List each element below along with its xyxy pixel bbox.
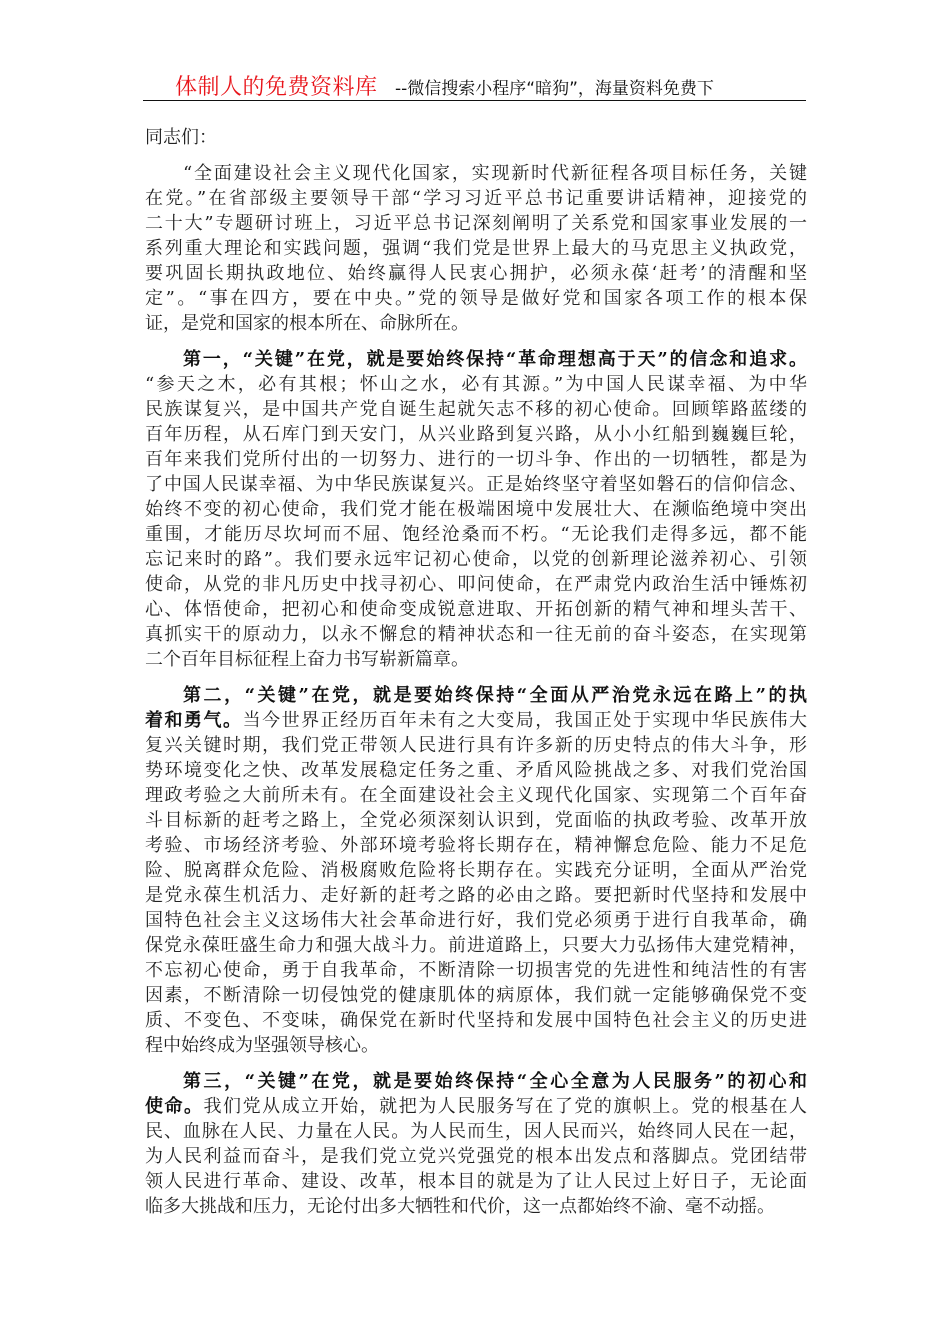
paragraph-line: [145, 708, 807, 733]
bold-heading-text: 着和勇气。: [145, 710, 243, 731]
body-text: 斗目标新的赶考之路上，全党必须深刻认识到，党面临的执政考验、改革开放: [145, 810, 807, 831]
body-text: 真抓实干的原动力，以永不懈怠的精神状态和一往无前的奋斗姿态，在实现第: [145, 624, 807, 645]
paragraph-line: [145, 211, 807, 236]
paragraph-line: [145, 422, 807, 447]
body-text: 险、脱离群众危险、消极腐败危险将长期存在。实践充分证明，全面从严治党: [145, 860, 807, 881]
paragraph-line: [145, 372, 807, 397]
header-tagline: --微信搜索小程序“暗狗”，海量资料免费下: [395, 79, 714, 99]
body-text: 领人民进行革命、建设、改革，根本目的就是为了让人民过上好日子，无论面: [145, 1171, 807, 1192]
body-text: 势环境变化之快、改革发展稳定任务之重、矛盾风险挑战之多、对我们党治国: [145, 760, 807, 781]
body-text: 国特色社会主义这场伟大社会革命进行好，我们党必须勇于进行自我革命，确: [145, 910, 807, 931]
paragraph-line: [145, 808, 807, 833]
body-text: 始终不变的初心使命，我们党才能在极端困境中发展壮大、在濒临绝境中突出: [145, 499, 807, 520]
body-text: 因素，不断清除一切侵蚀党的健康肌体的病原体，我们就一定能够确保党不变: [145, 985, 807, 1006]
paragraph-line: [145, 186, 807, 211]
body-text: 复兴关键时期，我们党正带领人民进行具有许多新的历史特点的伟大斗争，形: [145, 735, 807, 756]
body-text: 定”。“事在四方，要在中央。”党的领导是做好党和国家各项工作的根本保: [145, 288, 807, 309]
paragraph: [145, 1069, 807, 1219]
paragraph-line: [145, 397, 807, 422]
body-text: 质、不变色、不变味，确保党在新时代坚持和发展中国特色社会主义的历史进: [145, 1010, 807, 1031]
paragraph-line: [145, 1008, 807, 1033]
page-header: [143, 68, 806, 101]
paragraph: [145, 683, 807, 1058]
bold-heading-text: 第一，“关键”在党，就是要始终保持“革命理想高于天”的信念和追求。: [183, 349, 807, 370]
paragraph-line: [145, 597, 807, 622]
paragraph-line: [145, 1119, 807, 1144]
paragraph-line: [145, 286, 807, 311]
body-text: 要巩固长期执政地位、始终赢得人民衷心拥护，必须永葆‘赶考’的清醒和坚: [145, 263, 807, 284]
bold-heading-text: 第二，“关键”在党，就是要始终保持“全面从严治党永远在路上”的执: [183, 685, 807, 706]
body-text: 当今世界正经历百年未有之大变局，我国正处于实现中华民族伟大: [242, 710, 807, 731]
paragraph-line: [145, 447, 807, 472]
body-text: 二十大”专题研讨班上，习近平总书记深刻阐明了关系党和国家事业发展的一: [145, 213, 807, 234]
paragraph-line: [145, 311, 807, 336]
paragraph: [145, 161, 807, 336]
paragraph-line: [145, 647, 807, 672]
body-text: 不忘初心使命，勇于自我革命，不断清除一切损害党的先进性和纯洁性的有害: [145, 960, 807, 981]
paragraph-line: [145, 161, 807, 186]
paragraph-line: [145, 783, 807, 808]
paragraph-line: [145, 236, 807, 261]
paragraph-line: [145, 347, 807, 372]
paragraph-line: [145, 1194, 807, 1219]
body-text: 系列重大理论和实践问题，强调“我们党是世界上最大的马克思主义执政党，: [145, 238, 807, 259]
paragraph-line: [145, 522, 807, 547]
paragraph-line: [145, 1094, 807, 1119]
paragraph-line: [145, 983, 807, 1008]
paragraph-line: [145, 1033, 807, 1058]
body-text: 民族谋复兴，是中国共产党自诞生起就矢志不移的初心使命。回顾筚路蓝缕的: [145, 399, 807, 420]
paragraph-line: [145, 572, 807, 597]
body-text: 重围，才能历尽坎坷而不屈、饱经沧桑而不朽。“无论我们走得多远，都不能: [145, 524, 807, 545]
body-text: 心、体悟使命，把初心和使命变成锐意进取、开拓创新的精气神和埋头苦干、: [145, 599, 807, 620]
document-body: [145, 125, 807, 1230]
paragraph-line: [145, 622, 807, 647]
body-text: 民、血脉在人民、力量在人民。为人民而生，因人民而兴，始终同人民在一起，: [145, 1121, 807, 1142]
paragraph-line: [145, 1169, 807, 1194]
paragraph-line: [145, 497, 807, 522]
paragraph-line: [145, 733, 807, 758]
body-text: 是党永葆生机活力、走好新的赶考之路的必由之路。要把新时代坚持和发展中: [145, 885, 807, 906]
body-text: 了中国人民谋幸福、为中华民族谋复兴。正是始终坚守着坚如磐石的信仰信念、: [145, 474, 807, 495]
body-text: 使命，从党的非凡历史中找寻初心、叩问使命，在严肃党内政治生活中锤炼初: [145, 574, 807, 595]
paragraph-line: [145, 958, 807, 983]
body-text: 为人民利益而奋斗，是我们党立党兴党强党的根本出发点和落脚点。党团结带: [145, 1146, 807, 1167]
body-text: 我们党从成立开始，就把为人民服务写在了党的旗帜上。党的根基在人: [203, 1096, 807, 1117]
body-text: 百年来我们党所付出的一切努力、进行的一切斗争、作出的一切牺牲，都是为: [145, 449, 807, 470]
body-text: 程中始终成为坚强领导核心。: [145, 1035, 379, 1056]
paragraph-line: [145, 1069, 807, 1094]
body-text: 在党。”在省部级主要领导干部“学习习近平总书记重要讲话精神，迎接党的: [145, 188, 807, 209]
paragraph-line: [145, 261, 807, 286]
body-text: 理政考验之大前所未有。在全面建设社会主义现代化国家、实现第二个百年奋: [145, 785, 807, 806]
paragraph-line: [145, 683, 807, 708]
paragraph-line: [145, 858, 807, 883]
body-text: 二个百年目标征程上奋力书写崭新篇章。: [145, 649, 469, 670]
body-text: “全面建设社会主义现代化国家，实现新时代新征程各项目标任务，关键: [183, 163, 807, 184]
body-text: 考验、市场经济考验、外部环境考验将长期存在，精神懈怠危险、能力不足危: [145, 835, 807, 856]
body-text: 忘记来时的路”。我们要永远牢记初心使命，以党的创新理论滋养初心、引领: [145, 549, 807, 570]
body-text: 保党永葆旺盛生命力和强大战斗力。前进道路上，只要大力弘扬伟大建党精神，: [145, 935, 807, 956]
body-text: 证，是党和国家的根本所在、命脉所在。: [145, 313, 469, 334]
body-text: 临多大挑战和压力，无论付出多大牺牲和代价，这一点都始终不渝、毫不动摇。: [145, 1196, 775, 1217]
header-brand: 体制人的免费资料库: [175, 75, 378, 100]
body-text: 百年历程，从石库门到天安门，从兴业路到复兴路，从小小红船到巍巍巨轮，: [145, 424, 807, 445]
salutation: 同志们：: [145, 127, 217, 148]
paragraph-line: [145, 833, 807, 858]
paragraph-line: [145, 933, 807, 958]
paragraph-line: [145, 883, 807, 908]
body-text: “参天之木，必有其根；怀山之水，必有其源。”为中国人民谋幸福、为中华: [145, 374, 807, 395]
bold-heading-text: 使命。: [145, 1096, 204, 1117]
paragraph-line: [145, 758, 807, 783]
bold-heading-text: 第三，“关键”在党，就是要始终保持“全心全意为人民服务”的初心和: [183, 1071, 807, 1092]
paragraph-line: [145, 547, 807, 572]
paragraph: [145, 347, 807, 672]
paragraph-line: [145, 472, 807, 497]
paragraph-line: [145, 908, 807, 933]
paragraph-line: [145, 1144, 807, 1169]
